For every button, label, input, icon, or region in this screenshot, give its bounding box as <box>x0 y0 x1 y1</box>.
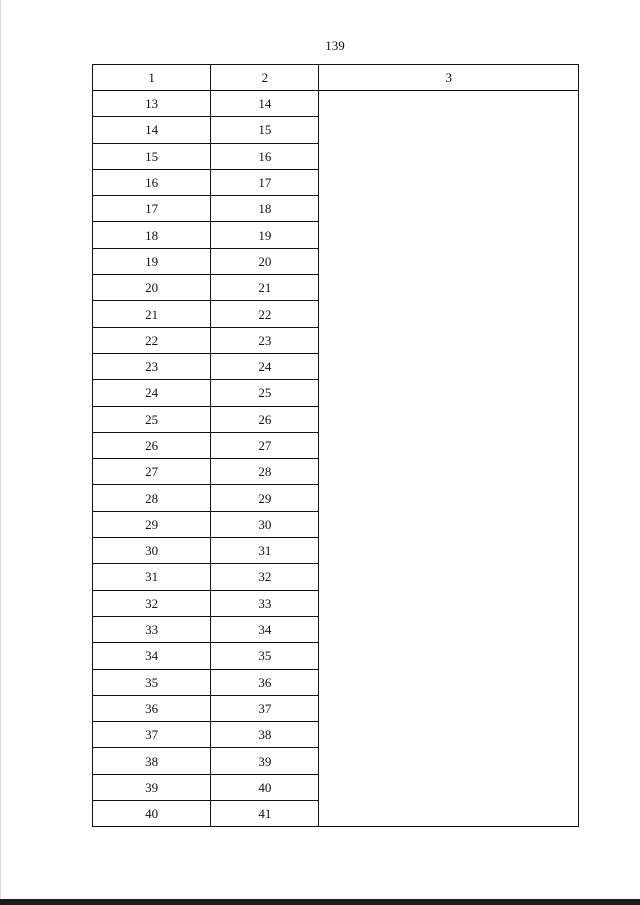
table-cell-col2: 35 <box>211 643 319 669</box>
table-cell-col2: 16 <box>211 143 319 169</box>
table-cell-col1: 20 <box>93 275 211 301</box>
table-cell-col2: 18 <box>211 196 319 222</box>
table-cell-col1: 13 <box>93 91 211 117</box>
table-cell-col1: 32 <box>93 590 211 616</box>
table-cell-col2: 23 <box>211 327 319 353</box>
scan-edge-bottom <box>0 899 640 905</box>
table-cell-col2: 15 <box>211 117 319 143</box>
table-cell-col2: 20 <box>211 248 319 274</box>
table-cell-col2: 24 <box>211 353 319 379</box>
table-cell-col1: 31 <box>93 564 211 590</box>
table-cell-col2: 33 <box>211 590 319 616</box>
table-cell-col1: 30 <box>93 538 211 564</box>
header-cell-3: 3 <box>319 65 579 91</box>
table-cell-col1: 15 <box>93 143 211 169</box>
table-cell-col1: 27 <box>93 459 211 485</box>
table-cell-col1: 34 <box>93 643 211 669</box>
table-cell-col1: 26 <box>93 432 211 458</box>
table-cell-col1: 37 <box>93 722 211 748</box>
table-cell-col2: 25 <box>211 380 319 406</box>
table-cell-col2: 41 <box>211 801 319 827</box>
table-cell-col2: 17 <box>211 169 319 195</box>
table-cell-col2: 21 <box>211 275 319 301</box>
data-table <box>92 64 579 827</box>
table-cell-col2: 39 <box>211 748 319 774</box>
table-cell-col1: 17 <box>93 196 211 222</box>
table-cell-col2: 26 <box>211 406 319 432</box>
table-cell-col1: 19 <box>93 248 211 274</box>
table-cell-col1: 40 <box>93 801 211 827</box>
table-cell-col1: 33 <box>93 616 211 642</box>
page-number: 139 <box>325 38 345 53</box>
table-cell-col2: 38 <box>211 722 319 748</box>
table-cell-col1: 24 <box>93 380 211 406</box>
table-body <box>93 65 579 827</box>
table-cell-col1: 35 <box>93 669 211 695</box>
table-cell-col2: 14 <box>211 91 319 117</box>
table-cell-col2: 31 <box>211 538 319 564</box>
table-cell-col2: 28 <box>211 459 319 485</box>
table-cell-col2: 22 <box>211 301 319 327</box>
table-cell-col1: 14 <box>93 117 211 143</box>
table-cell-col2: 40 <box>211 774 319 800</box>
table-cell-col1: 23 <box>93 353 211 379</box>
scan-edge-left <box>0 0 1 905</box>
table-cell-col1: 29 <box>93 511 211 537</box>
table-cell-col1: 18 <box>93 222 211 248</box>
table-cell-col1: 22 <box>93 327 211 353</box>
table-cell-col2: 37 <box>211 695 319 721</box>
table-cell-col2: 30 <box>211 511 319 537</box>
header-cell-1: 1 <box>93 65 211 91</box>
table-cell-col1: 36 <box>93 695 211 721</box>
table-cell-col2: 29 <box>211 485 319 511</box>
table-cell-col1: 28 <box>93 485 211 511</box>
table-cell-col2: 36 <box>211 669 319 695</box>
table-cell-col2: 32 <box>211 564 319 590</box>
table-header-row <box>93 65 579 91</box>
table-cell-col2: 34 <box>211 616 319 642</box>
table-cell-col1: 21 <box>93 301 211 327</box>
table-cell-col1: 25 <box>93 406 211 432</box>
table-cell-col1: 16 <box>93 169 211 195</box>
header-cell-2: 2 <box>211 65 319 91</box>
table-cell-col2: 27 <box>211 432 319 458</box>
column-3-merged-cell <box>319 91 579 827</box>
table-cell-col2: 19 <box>211 222 319 248</box>
table-cell-col1: 39 <box>93 774 211 800</box>
table-row <box>93 91 579 117</box>
table-cell-col1: 38 <box>93 748 211 774</box>
